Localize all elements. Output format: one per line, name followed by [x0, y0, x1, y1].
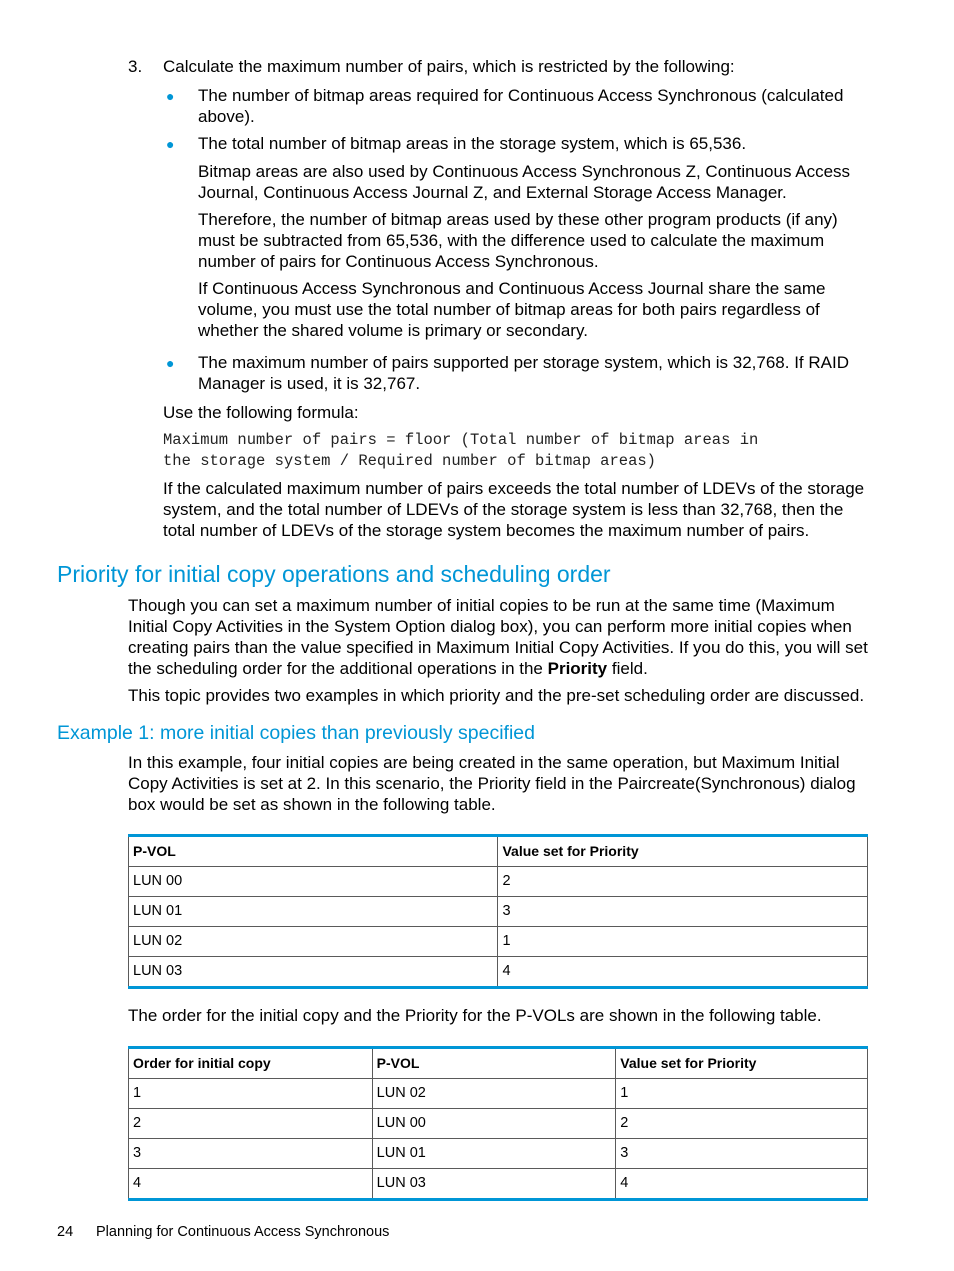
table-row	[129, 897, 868, 927]
table-cell: LUN 01	[129, 897, 498, 927]
priority-table	[128, 834, 868, 989]
table-cell: 4	[129, 1169, 373, 1200]
table-cell: LUN 00	[372, 1109, 616, 1139]
table-cell: 3	[498, 897, 868, 927]
bullet-item: The total number of bitmap areas in the storage system, which is 65,536.	[198, 134, 747, 153]
step-text: Calculate the maximum number of pairs, which is restricted by the following:	[163, 57, 735, 76]
formula-intro: Use the following formula:	[163, 403, 359, 422]
section-heading: Priority for initial copy operations and scheduling order	[57, 561, 611, 587]
formula-code	[163, 430, 758, 472]
formula-line: Maximum number of pairs = floor (Total number of bitmap areas in	[163, 431, 759, 449]
table-cell: LUN 01	[372, 1139, 616, 1169]
bullet-icon: ●	[166, 355, 175, 371]
para-text: field.	[607, 659, 648, 678]
table-row	[129, 1109, 868, 1139]
example-intro: In this example, four initial copies are being created in the same operation, but Maximum Initial Copy Activities is set at 2. In this scenario, the Priority field in the Paircreate(Synchronous) dialog box would be set as shown in the following table.	[128, 753, 856, 814]
table-row	[129, 1139, 868, 1169]
section-paragraph	[128, 595, 873, 679]
bullet-icon: ●	[166, 88, 175, 104]
formula-line: the storage system / Required number of bitmap areas)	[163, 452, 656, 470]
table-cell: 1	[498, 927, 868, 957]
column-header: Value set for Priority	[498, 836, 868, 867]
table-cell: LUN 03	[372, 1169, 616, 1200]
table-cell: LUN 03	[129, 957, 498, 988]
bullet-item: The number of bitmap areas required for Continuous Access Synchronous (calculated above).	[198, 86, 844, 126]
priority-bold: Priority	[547, 659, 608, 678]
order-table	[128, 1046, 868, 1201]
table-cell: 4	[498, 957, 868, 988]
page-number: 24	[57, 1224, 74, 1240]
table-cell: 3	[129, 1139, 373, 1169]
table-cell: 4	[616, 1169, 868, 1200]
bullet-paragraph: If Continuous Access Synchronous and Continuous Access Journal share the same volume, you must use the total number of bitmap areas for both pairs regardless of whether the shared volume is primary or secondary.	[198, 279, 826, 340]
column-header: P-VOL	[372, 1048, 616, 1079]
table-header-row	[129, 1048, 868, 1079]
bullet-icon: ●	[166, 136, 175, 152]
table-row	[129, 927, 868, 957]
table-row	[129, 1079, 868, 1109]
table-header-row	[129, 836, 868, 867]
subsection-heading: Example 1: more initial copies than previously specified	[57, 722, 535, 744]
table-cell: LUN 02	[129, 927, 498, 957]
footer-title: Planning for Continuous Access Synchronous	[96, 1224, 390, 1240]
between-tables-text: The order for the initial copy and the Priority for the P-VOLs are shown in the following table.	[128, 1006, 822, 1025]
table-cell: 2	[616, 1109, 868, 1139]
table-cell: 2	[498, 867, 868, 897]
bullet-item: The maximum number of pairs supported per storage system, which is 32,768. If RAID Manager is used, it is 32,767.	[198, 353, 849, 393]
bullet-paragraph: Therefore, the number of bitmap areas used by these other program products (if any) must be subtracted from 65,536, with the difference used to calculate the maximum number of pairs for Continuous Access Synchronous.	[198, 210, 838, 271]
table-row	[129, 957, 868, 988]
column-header: Value set for Priority	[616, 1048, 868, 1079]
step-number: 3.	[128, 57, 143, 76]
table-cell: 3	[616, 1139, 868, 1169]
section-paragraph: This topic provides two examples in which priority and the pre-set scheduling order are discussed.	[128, 686, 865, 705]
table-row	[129, 867, 868, 897]
table-cell: 2	[129, 1109, 373, 1139]
column-header: Order for initial copy	[129, 1048, 373, 1079]
table-row	[129, 1169, 868, 1200]
para-text: Though you can set a maximum number of initial copies to be run at the same time (Maximum Initial Copy Activities in the System Option dialog box), you can perform more initial copies when creating pairs than the value specified in Maximum Initial Copy Activities. If you do this, you will set the scheduling order for the additional operations in the	[128, 596, 868, 678]
formula-explanation: If the calculated maximum number of pairs exceeds the total number of LDEVs of the storage system, and the total number of LDEVs of the storage system is less than 32,768, then the total number of LDEVs of the storage system becomes the maximum number of pairs.	[163, 479, 865, 540]
table-cell: LUN 02	[372, 1079, 616, 1109]
table-cell: 1	[129, 1079, 373, 1109]
column-header: P-VOL	[129, 836, 498, 867]
table-cell: LUN 00	[129, 867, 498, 897]
bullet-paragraph: Bitmap areas are also used by Continuous Access Synchronous Z, Continuous Access Journal, Continuous Access Journal Z, and External Storage Access Manager.	[198, 162, 851, 202]
table-cell: 1	[616, 1079, 868, 1109]
